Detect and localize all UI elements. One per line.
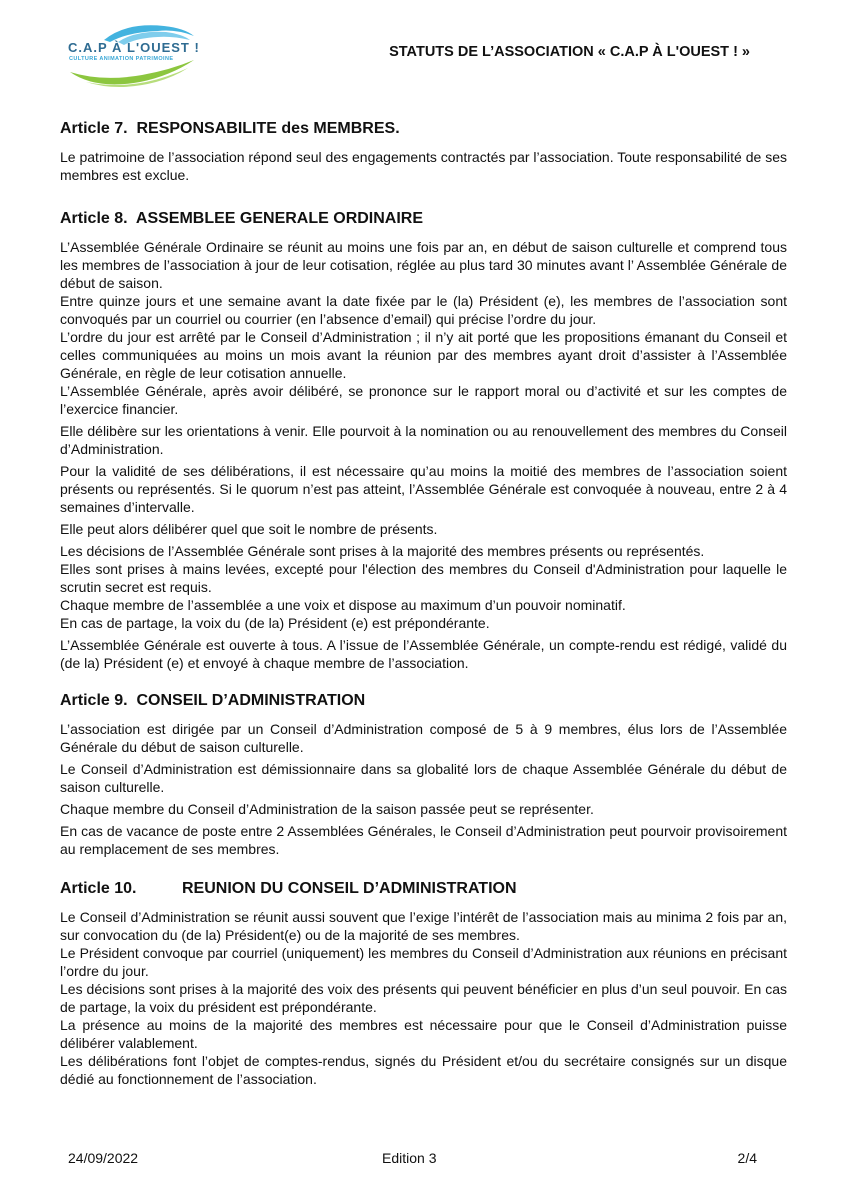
article-paragraph: Les décisions de l’Assemblée Générale sont prises à la majorité des membres présents ou représentés. <box>60 543 705 559</box>
article-8 <box>60 210 787 672</box>
article-paragraph: Le Président convoque par courriel (uniquement) les membres du Conseil d’Administration aux réunions en précisant l’ordre du jour. <box>60 945 787 979</box>
article-paragraph: En cas de partage, la voix du (de la) Président (e) est prépondérante. <box>60 615 490 631</box>
article-paragraph: Entre quinze jours et une semaine avant la date fixée par le (la) Président (e), les membres de l’association sont convoqués par un courriel ou courrier (en l’absence d’email) qui précise l’ordre du jour. <box>60 293 787 327</box>
article-heading <box>60 120 787 138</box>
article-paragraph: Les décisions sont prises à la majorité des voix des présents qui peuvent bénéficier en plus d’un seul pouvoir. En cas de partage, la voix du président est prépondérante. <box>60 981 787 1015</box>
logo-tagline: CULTURE ANIMATION PATRIMOINE <box>69 56 174 62</box>
article-paragraph: Les délibérations font l’objet de comptes-rendus, signés du Président et/ou du secrétaire consignés sur un disque dédié au fonctionnement de l’association. <box>60 1053 787 1087</box>
article-number: Article 8. <box>60 210 128 227</box>
article-paragraph: La présence au moins de la majorité des membres est nécessaire pour que le Conseil d’Administration puisse délibérer valablement. <box>60 1017 787 1051</box>
article-number: Article 9. <box>60 692 128 709</box>
footer-page-number: 2/4 <box>737 1150 757 1166</box>
article-paragraph: Pour la validité de ses délibérations, il est nécessaire qu’au moins la moitié des membres de l’association soient présents ou représentés. Si le quorum n’est pas atteint, l’Assemblée Générale est convoquée à nouveau, entre 2 à 4 semaines d’intervalle. <box>60 463 787 515</box>
article-title: RESPONSABILITE des MEMBRES. <box>136 120 400 137</box>
article-paragraph: Le patrimoine de l’association répond seul des engagements contractés par l’association. Toute responsabilité de ses membres est exclue. <box>60 149 787 183</box>
article-paragraph: Le Conseil d’Administration est démissionnaire dans sa globalité lors de chaque Assemblée Générale du début de saison culturelle. <box>60 761 787 795</box>
document-header-title: STATUTS DE L’ASSOCIATION « C.A.P À L'OUEST ! » <box>389 44 750 60</box>
article-7 <box>60 120 787 184</box>
article-paragraph: L’ordre du jour est arrêté par le Conseil d’Administration ; il n’y ait porté que les propositions émanant du Conseil et celles communiquées au moins un mois avant la réunion par des membres ayant droit d’assister à l’Assemblée Générale, en règle de leur cotisation annuelle. <box>60 329 787 381</box>
article-heading <box>60 880 787 898</box>
article-heading <box>60 210 787 228</box>
article-heading <box>60 692 787 710</box>
article-10 <box>60 880 787 1088</box>
article-paragraph: En cas de vacance de poste entre 2 Assemblées Générales, le Conseil d’Administration peut pourvoir provisoirement au remplacement de ses membres. <box>60 823 787 857</box>
logo-waves-icon <box>66 20 206 90</box>
article-number: Article 7. <box>60 120 128 137</box>
footer-date: 24/09/2022 <box>68 1150 139 1166</box>
article-paragraph: Elle délibère sur les orientations à venir. Elle pourvoit à la nomination ou au renouvellement des membres du Conseil d’Administration. <box>60 423 787 457</box>
article-title: CONSEIL D’ADMINISTRATION <box>136 692 366 709</box>
article-paragraph: L’Assemblée Générale Ordinaire se réunit au moins une fois par an, en début de saison culturelle et comprend tous les membres de l’association à jour de leur cotisation, réglée au plus tard 30 minutes avant l’ Assemblée Générale de début de saison. <box>60 239 787 291</box>
article-number: Article 10. <box>60 880 137 897</box>
article-9 <box>60 692 787 858</box>
association-logo <box>66 20 206 90</box>
article-paragraph: L’Assemblée Générale, après avoir délibéré, se prononce sur le rapport moral ou d’activité et sur les comptes de l’exercice financier. <box>60 383 787 417</box>
article-paragraph: L’Assemblée Générale est ouverte à tous. A l’issue de l’Assemblée Générale, un compte-rendu est rédigé, validé du (de la) Président (e) et envoyé à chaque membre de l’association. <box>60 637 787 671</box>
article-title: ASSEMBLEE GENERALE ORDINAIRE <box>135 210 424 227</box>
article-paragraph: Le Conseil d’Administration se réunit aussi souvent que l’exige l’intérêt de l’association mais au minima 2 fois par an, sur convocation du (de la) Président(e) ou de la majorité de ses membres. <box>60 909 787 943</box>
article-paragraph: Chaque membre du Conseil d’Administration de la saison passée peut se représenter. <box>60 801 594 817</box>
article-paragraph: L’association est dirigée par un Conseil d’Administration composé de 5 à 9 membres, élus lors de l’Assemblée Générale du début de saison culturelle. <box>60 721 787 755</box>
footer-edition: Edition 3 <box>382 1150 437 1166</box>
article-paragraph: Elles sont prises à mains levées, excepté pour l'élection des membres du Conseil d'Administration pour laquelle le scrutin secret est requis. <box>60 561 787 595</box>
article-paragraph: Chaque membre de l’assemblée a une voix et dispose au maximum d’un pouvoir nominatif. <box>60 597 626 613</box>
article-paragraph: Elle peut alors délibérer quel que soit le nombre de présents. <box>60 521 438 537</box>
article-title: REUNION DU CONSEIL D’ADMINISTRATION <box>182 880 517 897</box>
logo-name: C.A.P À L'OUEST ! <box>68 40 200 55</box>
